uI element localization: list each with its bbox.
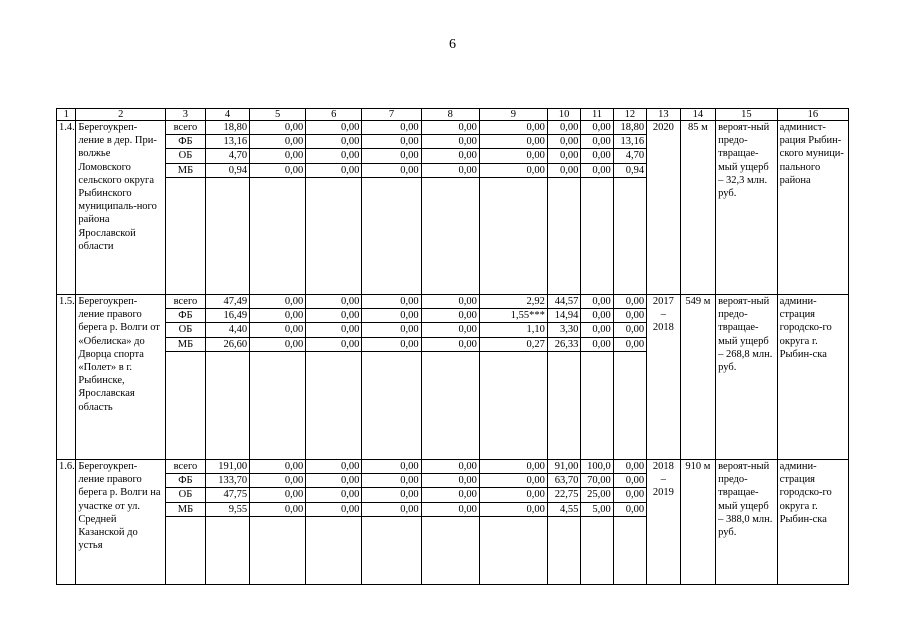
amount-cell-c9-value: 0,00 bbox=[480, 460, 547, 474]
amount-cell-c10-value: 0,00 bbox=[548, 135, 580, 149]
amount-cell-c5 bbox=[250, 121, 306, 295]
amount-cell-c5 bbox=[250, 460, 306, 585]
amount-cell-c12-value: 0,00 bbox=[614, 295, 646, 309]
amount-cell-c6 bbox=[306, 460, 362, 585]
project-name-cell: Берегоукреп-ление правого берега р. Волги на участке от ул. Средней Казанской до устья bbox=[76, 460, 166, 585]
header-cell: 12 bbox=[613, 109, 646, 121]
amount-cell-c10-value: 3,30 bbox=[548, 323, 580, 337]
funding-table bbox=[56, 108, 849, 585]
budget-source-cell-value: всего bbox=[166, 460, 205, 474]
effect-cell: вероят-ный предо-твращае-мый ущерб – 32,3 млн. руб. bbox=[716, 121, 778, 295]
amount-cell-c9-value: 0,00 bbox=[480, 135, 547, 149]
header-cell: 5 bbox=[250, 109, 306, 121]
amount-cell-c8-value: 0,00 bbox=[422, 121, 479, 135]
length-cell: 549 м bbox=[680, 295, 716, 460]
budget-source-cell-value: МБ bbox=[166, 338, 205, 352]
amount-cell-c5-value: 0,00 bbox=[250, 460, 305, 474]
header-cell: 4 bbox=[205, 109, 249, 121]
budget-source-cell-value: ФБ bbox=[166, 135, 205, 149]
amount-cell-c5-value: 0,00 bbox=[250, 164, 305, 178]
amount-cell-c7-value: 0,00 bbox=[362, 164, 420, 178]
amount-cell-c6-value: 0,00 bbox=[306, 309, 361, 323]
amount-cell-c7-value: 0,00 bbox=[362, 295, 420, 309]
amount-cell-c7 bbox=[362, 121, 421, 295]
amount-cell-c12-value: 13,16 bbox=[614, 135, 646, 149]
budget-source-cell-value: ФБ bbox=[166, 309, 205, 323]
amount-cell-c5-value: 0,00 bbox=[250, 338, 305, 352]
amount-cell-c5-value: 0,00 bbox=[250, 149, 305, 163]
amount-cell-c8-value: 0,00 bbox=[422, 474, 479, 488]
amount-cell-c4-value: 191,00 bbox=[206, 460, 249, 474]
amount-cell-c11-value: 25,00 bbox=[581, 488, 612, 502]
amount-cell-c4-value: 4,40 bbox=[206, 323, 249, 337]
header-cell: 10 bbox=[547, 109, 580, 121]
amount-cell-c11-value: 0,00 bbox=[581, 323, 612, 337]
amount-cell-c4-value: 18,80 bbox=[206, 121, 249, 135]
header-cell: 6 bbox=[306, 109, 362, 121]
amount-cell-c6-value: 0,00 bbox=[306, 338, 361, 352]
amount-cell-c7-value: 0,00 bbox=[362, 338, 420, 352]
amount-cell-c12 bbox=[613, 295, 646, 460]
amount-cell-c8 bbox=[421, 295, 479, 460]
header-cell: 7 bbox=[362, 109, 421, 121]
amount-cell-c9-value: 0,27 bbox=[480, 338, 547, 352]
amount-cell-c5-value: 0,00 bbox=[250, 295, 305, 309]
amount-cell-c7 bbox=[362, 460, 421, 585]
amount-cell-c7-value: 0,00 bbox=[362, 309, 420, 323]
amount-cell-c11-value: 0,00 bbox=[581, 338, 612, 352]
amount-cell-c9-value: 1,55*** bbox=[480, 309, 547, 323]
amount-cell-c10-value: 0,00 bbox=[548, 121, 580, 135]
amount-cell-c9 bbox=[479, 460, 547, 585]
amount-cell-c8 bbox=[421, 460, 479, 585]
amount-cell-c10-value: 91,00 bbox=[548, 460, 580, 474]
length-cell: 910 м bbox=[680, 460, 716, 585]
budget-source-cell bbox=[165, 121, 205, 295]
budget-source-cell bbox=[165, 460, 205, 585]
amount-cell-c6-value: 0,00 bbox=[306, 164, 361, 178]
amount-cell-c4-value: 4,70 bbox=[206, 149, 249, 163]
table-row bbox=[57, 295, 849, 460]
amount-cell-c8-value: 0,00 bbox=[422, 135, 479, 149]
amount-cell-c6 bbox=[306, 295, 362, 460]
amount-cell-c12-value: 0,00 bbox=[614, 503, 646, 517]
amount-cell-c10-value: 0,00 bbox=[548, 164, 580, 178]
amount-cell-c7-value: 0,00 bbox=[362, 135, 420, 149]
amount-cell-c4 bbox=[205, 460, 249, 585]
amount-cell-c7-value: 0,00 bbox=[362, 149, 420, 163]
amount-cell-c9-value: 0,00 bbox=[480, 488, 547, 502]
amount-cell-c6-value: 0,00 bbox=[306, 503, 361, 517]
amount-cell-c8-value: 0,00 bbox=[422, 164, 479, 178]
header-cell: 15 bbox=[716, 109, 778, 121]
amount-cell-c5-value: 0,00 bbox=[250, 309, 305, 323]
page-number: 6 bbox=[449, 37, 456, 52]
period-cell: 2020 bbox=[647, 121, 680, 295]
amount-cell-c6-value: 0,00 bbox=[306, 460, 361, 474]
amount-cell-c11-value: 0,00 bbox=[581, 135, 612, 149]
budget-source-cell-value: ОБ bbox=[166, 323, 205, 337]
amount-cell-c10-value: 22,75 bbox=[548, 488, 580, 502]
amount-cell-c5-value: 0,00 bbox=[250, 323, 305, 337]
amount-cell-c9-value: 1,10 bbox=[480, 323, 547, 337]
amount-cell-c12-value: 0,00 bbox=[614, 338, 646, 352]
amount-cell-c6-value: 0,00 bbox=[306, 135, 361, 149]
row-number-cell: 1.4. bbox=[57, 121, 76, 295]
amount-cell-c12-value: 0,00 bbox=[614, 474, 646, 488]
responsible-cell: админи-страция городско-го округа г. Рыбин-ска bbox=[777, 460, 848, 585]
project-name-cell: Берегоукреп-ление в дер. При-волжье Ломовского сельского округа Рыбинского муниципаль-ного района Ярославской области bbox=[76, 121, 166, 295]
header-cell: 16 bbox=[777, 109, 848, 121]
budget-source-cell-value: ОБ bbox=[166, 488, 205, 502]
amount-cell-c7-value: 0,00 bbox=[362, 121, 420, 135]
responsible-cell: админи-страция городско-го округа г. Рыбин-ска bbox=[777, 295, 848, 460]
amount-cell-c4-value: 47,49 bbox=[206, 295, 249, 309]
amount-cell-c12-value: 0,00 bbox=[614, 488, 646, 502]
header-cell: 1 bbox=[57, 109, 76, 121]
responsible-cell: админист-рация Рыбин-ского муници-пального района bbox=[777, 121, 848, 295]
amount-cell-c6-value: 0,00 bbox=[306, 488, 361, 502]
header-cell: 2 bbox=[76, 109, 166, 121]
amount-cell-c10-value: 0,00 bbox=[548, 149, 580, 163]
amount-cell-c6 bbox=[306, 121, 362, 295]
amount-cell-c6-value: 0,00 bbox=[306, 149, 361, 163]
amount-cell-c7 bbox=[362, 295, 421, 460]
amount-cell-c11-value: 0,00 bbox=[581, 309, 612, 323]
amount-cell-c10-value: 26,33 bbox=[548, 338, 580, 352]
amount-cell-c4-value: 47,75 bbox=[206, 488, 249, 502]
amount-cell-c11 bbox=[581, 295, 613, 460]
amount-cell-c9 bbox=[479, 121, 547, 295]
budget-source-cell-value: ОБ bbox=[166, 149, 205, 163]
effect-cell: вероят-ный предо-твращае-мый ущерб – 268,8 млн. руб. bbox=[716, 295, 778, 460]
amount-cell-c6-value: 0,00 bbox=[306, 323, 361, 337]
amount-cell-c8-value: 0,00 bbox=[422, 503, 479, 517]
amount-cell-c8-value: 0,00 bbox=[422, 460, 479, 474]
amount-cell-c8-value: 0,00 bbox=[422, 309, 479, 323]
amount-cell-c12 bbox=[613, 121, 646, 295]
budget-source-cell-value: всего bbox=[166, 295, 205, 309]
header-cell: 13 bbox=[647, 109, 680, 121]
amount-cell-c8 bbox=[421, 121, 479, 295]
amount-cell-c4 bbox=[205, 121, 249, 295]
amount-cell-c10 bbox=[547, 460, 580, 585]
amount-cell-c10-value: 14,94 bbox=[548, 309, 580, 323]
amount-cell-c4-value: 9,55 bbox=[206, 503, 249, 517]
header-cell: 3 bbox=[165, 109, 205, 121]
amount-cell-c9-value: 0,00 bbox=[480, 164, 547, 178]
length-cell: 85 м bbox=[680, 121, 716, 295]
amount-cell-c6-value: 0,00 bbox=[306, 295, 361, 309]
amount-cell-c10 bbox=[547, 295, 580, 460]
row-number-cell: 1.6. bbox=[57, 460, 76, 585]
amount-cell-c10-value: 63,70 bbox=[548, 474, 580, 488]
amount-cell-c11 bbox=[581, 460, 613, 585]
budget-source-cell-value: ФБ bbox=[166, 474, 205, 488]
amount-cell-c9-value: 0,00 bbox=[480, 503, 547, 517]
table-row bbox=[57, 121, 849, 295]
amount-cell-c4-value: 16,49 bbox=[206, 309, 249, 323]
amount-cell-c7-value: 0,00 bbox=[362, 460, 420, 474]
amount-cell-c4-value: 26,60 bbox=[206, 338, 249, 352]
amount-cell-c6-value: 0,00 bbox=[306, 121, 361, 135]
amount-cell-c12-value: 4,70 bbox=[614, 149, 646, 163]
amount-cell-c5 bbox=[250, 295, 306, 460]
amount-cell-c11-value: 0,00 bbox=[581, 295, 612, 309]
row-number-cell: 1.5. bbox=[57, 295, 76, 460]
budget-source-cell-value: МБ bbox=[166, 164, 205, 178]
amount-cell-c12-value: 18,80 bbox=[614, 121, 646, 135]
amount-cell-c8-value: 0,00 bbox=[422, 488, 479, 502]
amount-cell-c12-value: 0,94 bbox=[614, 164, 646, 178]
amount-cell-c9-value: 0,00 bbox=[480, 474, 547, 488]
amount-cell-c9-value: 0,00 bbox=[480, 121, 547, 135]
amount-cell-c11-value: 5,00 bbox=[581, 503, 612, 517]
amount-cell-c4-value: 0,94 bbox=[206, 164, 249, 178]
amount-cell-c11-value: 0,00 bbox=[581, 164, 612, 178]
amount-cell-c7-value: 0,00 bbox=[362, 503, 420, 517]
amount-cell-c6-value: 0,00 bbox=[306, 474, 361, 488]
header-cell: 11 bbox=[581, 109, 613, 121]
header-cell: 8 bbox=[421, 109, 479, 121]
amount-cell-c5-value: 0,00 bbox=[250, 503, 305, 517]
amount-cell-c4-value: 13,16 bbox=[206, 135, 249, 149]
amount-cell-c7-value: 0,00 bbox=[362, 488, 420, 502]
amount-cell-c5-value: 0,00 bbox=[250, 488, 305, 502]
amount-cell-c11-value: 70,00 bbox=[581, 474, 612, 488]
header-cell: 14 bbox=[680, 109, 716, 121]
project-name-cell: Берегоукреп-ление правого берега р. Волги от «Обелиска» до Дворца спорта «Полет» в г. Рыбинске, Ярославская область bbox=[76, 295, 166, 460]
amount-cell-c4-value: 133,70 bbox=[206, 474, 249, 488]
amount-cell-c10-value: 44,57 bbox=[548, 295, 580, 309]
amount-cell-c5-value: 0,00 bbox=[250, 121, 305, 135]
header-cell: 9 bbox=[479, 109, 547, 121]
amount-cell-c11-value: 0,00 bbox=[581, 149, 612, 163]
effect-cell: вероят-ный предо-твращае-мый ущерб – 388,0 млн. руб. bbox=[716, 460, 778, 585]
amount-cell-c8-value: 0,00 bbox=[422, 295, 479, 309]
amount-cell-c9-value: 0,00 bbox=[480, 149, 547, 163]
table-row bbox=[57, 460, 849, 585]
amount-cell-c7-value: 0,00 bbox=[362, 323, 420, 337]
amount-cell-c12-value: 0,00 bbox=[614, 460, 646, 474]
table-header-row bbox=[57, 109, 849, 121]
amount-cell-c10-value: 4,55 bbox=[548, 503, 580, 517]
amount-cell-c11-value: 100,0 bbox=[581, 460, 612, 474]
amount-cell-c8-value: 0,00 bbox=[422, 149, 479, 163]
budget-source-cell bbox=[165, 295, 205, 460]
amount-cell-c9-value: 2,92 bbox=[480, 295, 547, 309]
amount-cell-c12-value: 0,00 bbox=[614, 323, 646, 337]
budget-source-cell-value: всего bbox=[166, 121, 205, 135]
amount-cell-c8-value: 0,00 bbox=[422, 338, 479, 352]
amount-cell-c5-value: 0,00 bbox=[250, 474, 305, 488]
amount-cell-c7-value: 0,00 bbox=[362, 474, 420, 488]
amount-cell-c8-value: 0,00 bbox=[422, 323, 479, 337]
amount-cell-c12-value: 0,00 bbox=[614, 309, 646, 323]
period-cell: 2017 – 2018 bbox=[647, 295, 680, 460]
period-cell: 2018 – 2019 bbox=[647, 460, 680, 585]
amount-cell-c11 bbox=[581, 121, 613, 295]
amount-cell-c11-value: 0,00 bbox=[581, 121, 612, 135]
budget-source-cell-value: МБ bbox=[166, 503, 205, 517]
amount-cell-c9 bbox=[479, 295, 547, 460]
amount-cell-c5-value: 0,00 bbox=[250, 135, 305, 149]
amount-cell-c10 bbox=[547, 121, 580, 295]
amount-cell-c12 bbox=[613, 460, 646, 585]
amount-cell-c4 bbox=[205, 295, 249, 460]
